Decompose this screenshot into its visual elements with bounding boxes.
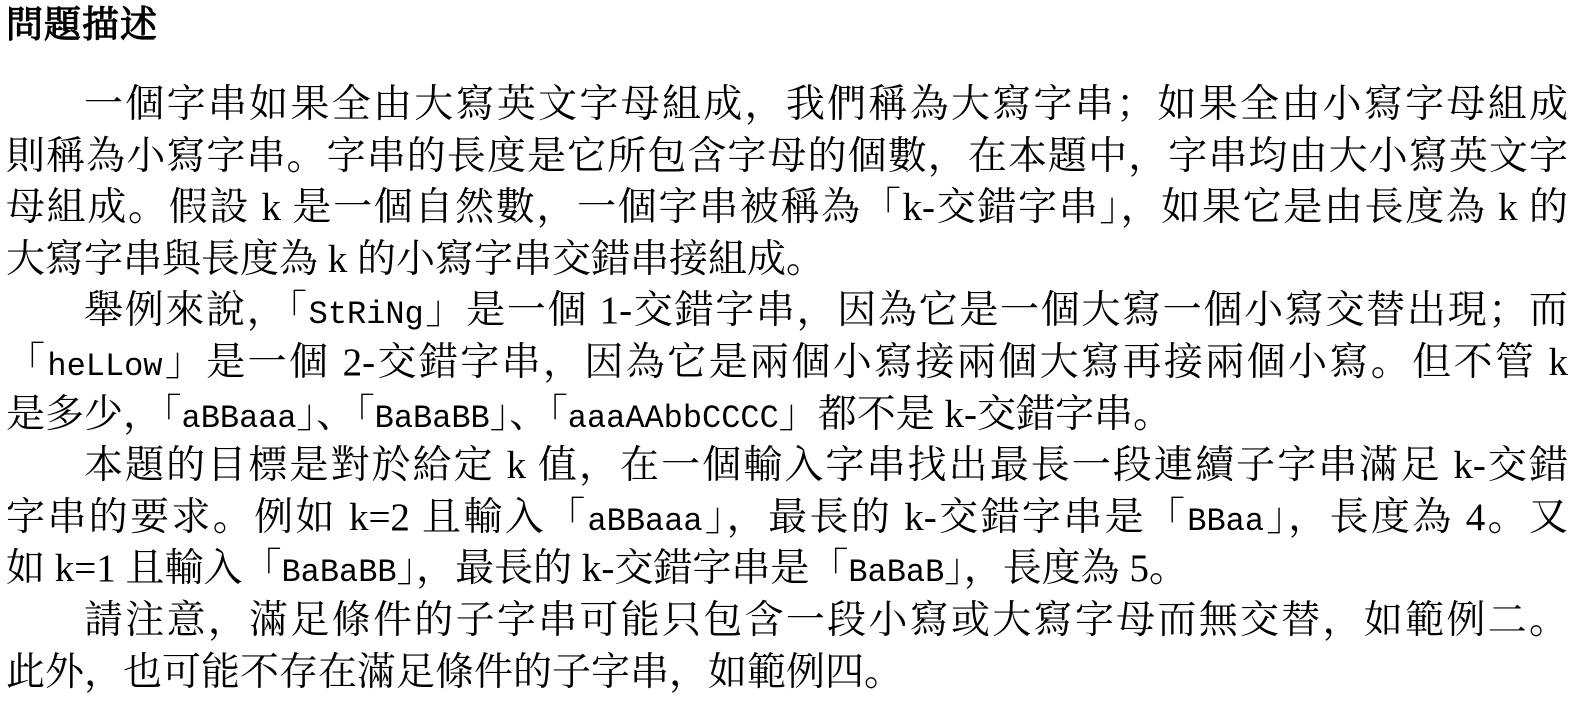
text-segment: 是多少，「 [6,392,182,436]
page-title: 問題描述 [6,5,158,46]
text-segment: 大寫字串與長度為 k 的小寫字串交錯串接組成。 [6,237,826,281]
text-line [6,285,1568,337]
text-line [6,492,1568,544]
text-segment: 「 [6,340,48,384]
inline-code-string: aBBaaa [587,502,703,540]
text-segment: 」、「 [296,392,375,436]
problem-description [6,79,1568,698]
text-line [6,182,1568,234]
text-segment: 」是一個 2-交錯字串，因為它是兩個小寫接兩個大寫再接兩個小寫。但不管 k [162,340,1568,384]
text-segment: 」，長度為 4。又 [1264,495,1568,539]
inline-code-string: heLLow [47,347,163,385]
text-segment: 」，最長的 k-交錯字串是「 [702,495,1188,539]
paragraph [6,440,1568,595]
text-segment: 如 k=1 且輸入「 [6,547,282,591]
text-segment: 一個字串如果全由大寫英文字母組成，我們稱為大寫字串；如果全由小寫字母組成 [84,83,1568,126]
paragraph [6,79,1568,285]
text-segment: 本題的目標是對於給定 k 值，在一個輸入字串找出最長一段連續子字串滿足 k-交錯 [84,444,1568,488]
text-line [6,389,1568,441]
text-segment: 舉例來說，「 [84,289,309,333]
inline-code-string: StRiNg [308,296,424,334]
text-segment: 」都不是 k-交錯字串。 [778,392,1173,436]
text-segment: 」，最長的 k-交錯字串是「 [396,547,849,591]
inline-code-string: BaBaBB [281,554,397,592]
text-line [6,595,1568,647]
text-line [6,440,1568,492]
text-line [6,79,1568,131]
text-line [6,337,1568,389]
inline-code-string: aaaAAbbCCCC [567,399,779,437]
text-segment: 請注意，滿足條件的子字串可能只包含一段小寫或大寫字母而無交替，如範例二。 [84,598,1568,642]
text-line [6,131,1568,183]
inline-code-string: aBBaaa [181,399,297,437]
paragraph [6,285,1568,440]
text-line [6,543,1568,595]
text-segment: 字串的要求。例如 k=2 且輸入「 [6,495,588,539]
inline-code-string: BaBaB [848,554,945,592]
text-segment: 」，長度為 5。 [944,547,1189,591]
text-segment: 」是一個 1-交錯字串，因為它是一個大寫一個小寫交替出現；而 [423,289,1568,333]
text-segment: 」、「 [489,392,568,436]
inline-code-string: BaBaBB [374,399,490,437]
text-line [6,647,1568,699]
text-segment: 此外，也可能不存在滿足條件的子字串，如範例四。 [6,650,904,694]
paragraph [6,595,1568,698]
text-line [6,234,1568,286]
text-segment: 母組成。假設 k 是一個自然數，一個字串被稱為「k-交錯字串」，如果它是由長度為 k 的 [6,186,1568,230]
inline-code-string: BBaa [1187,502,1265,540]
text-segment: 則稱為小寫字串。字串的長度是它所包含字母的個數，在本題中，字串均由大小寫英文字 [6,134,1568,178]
